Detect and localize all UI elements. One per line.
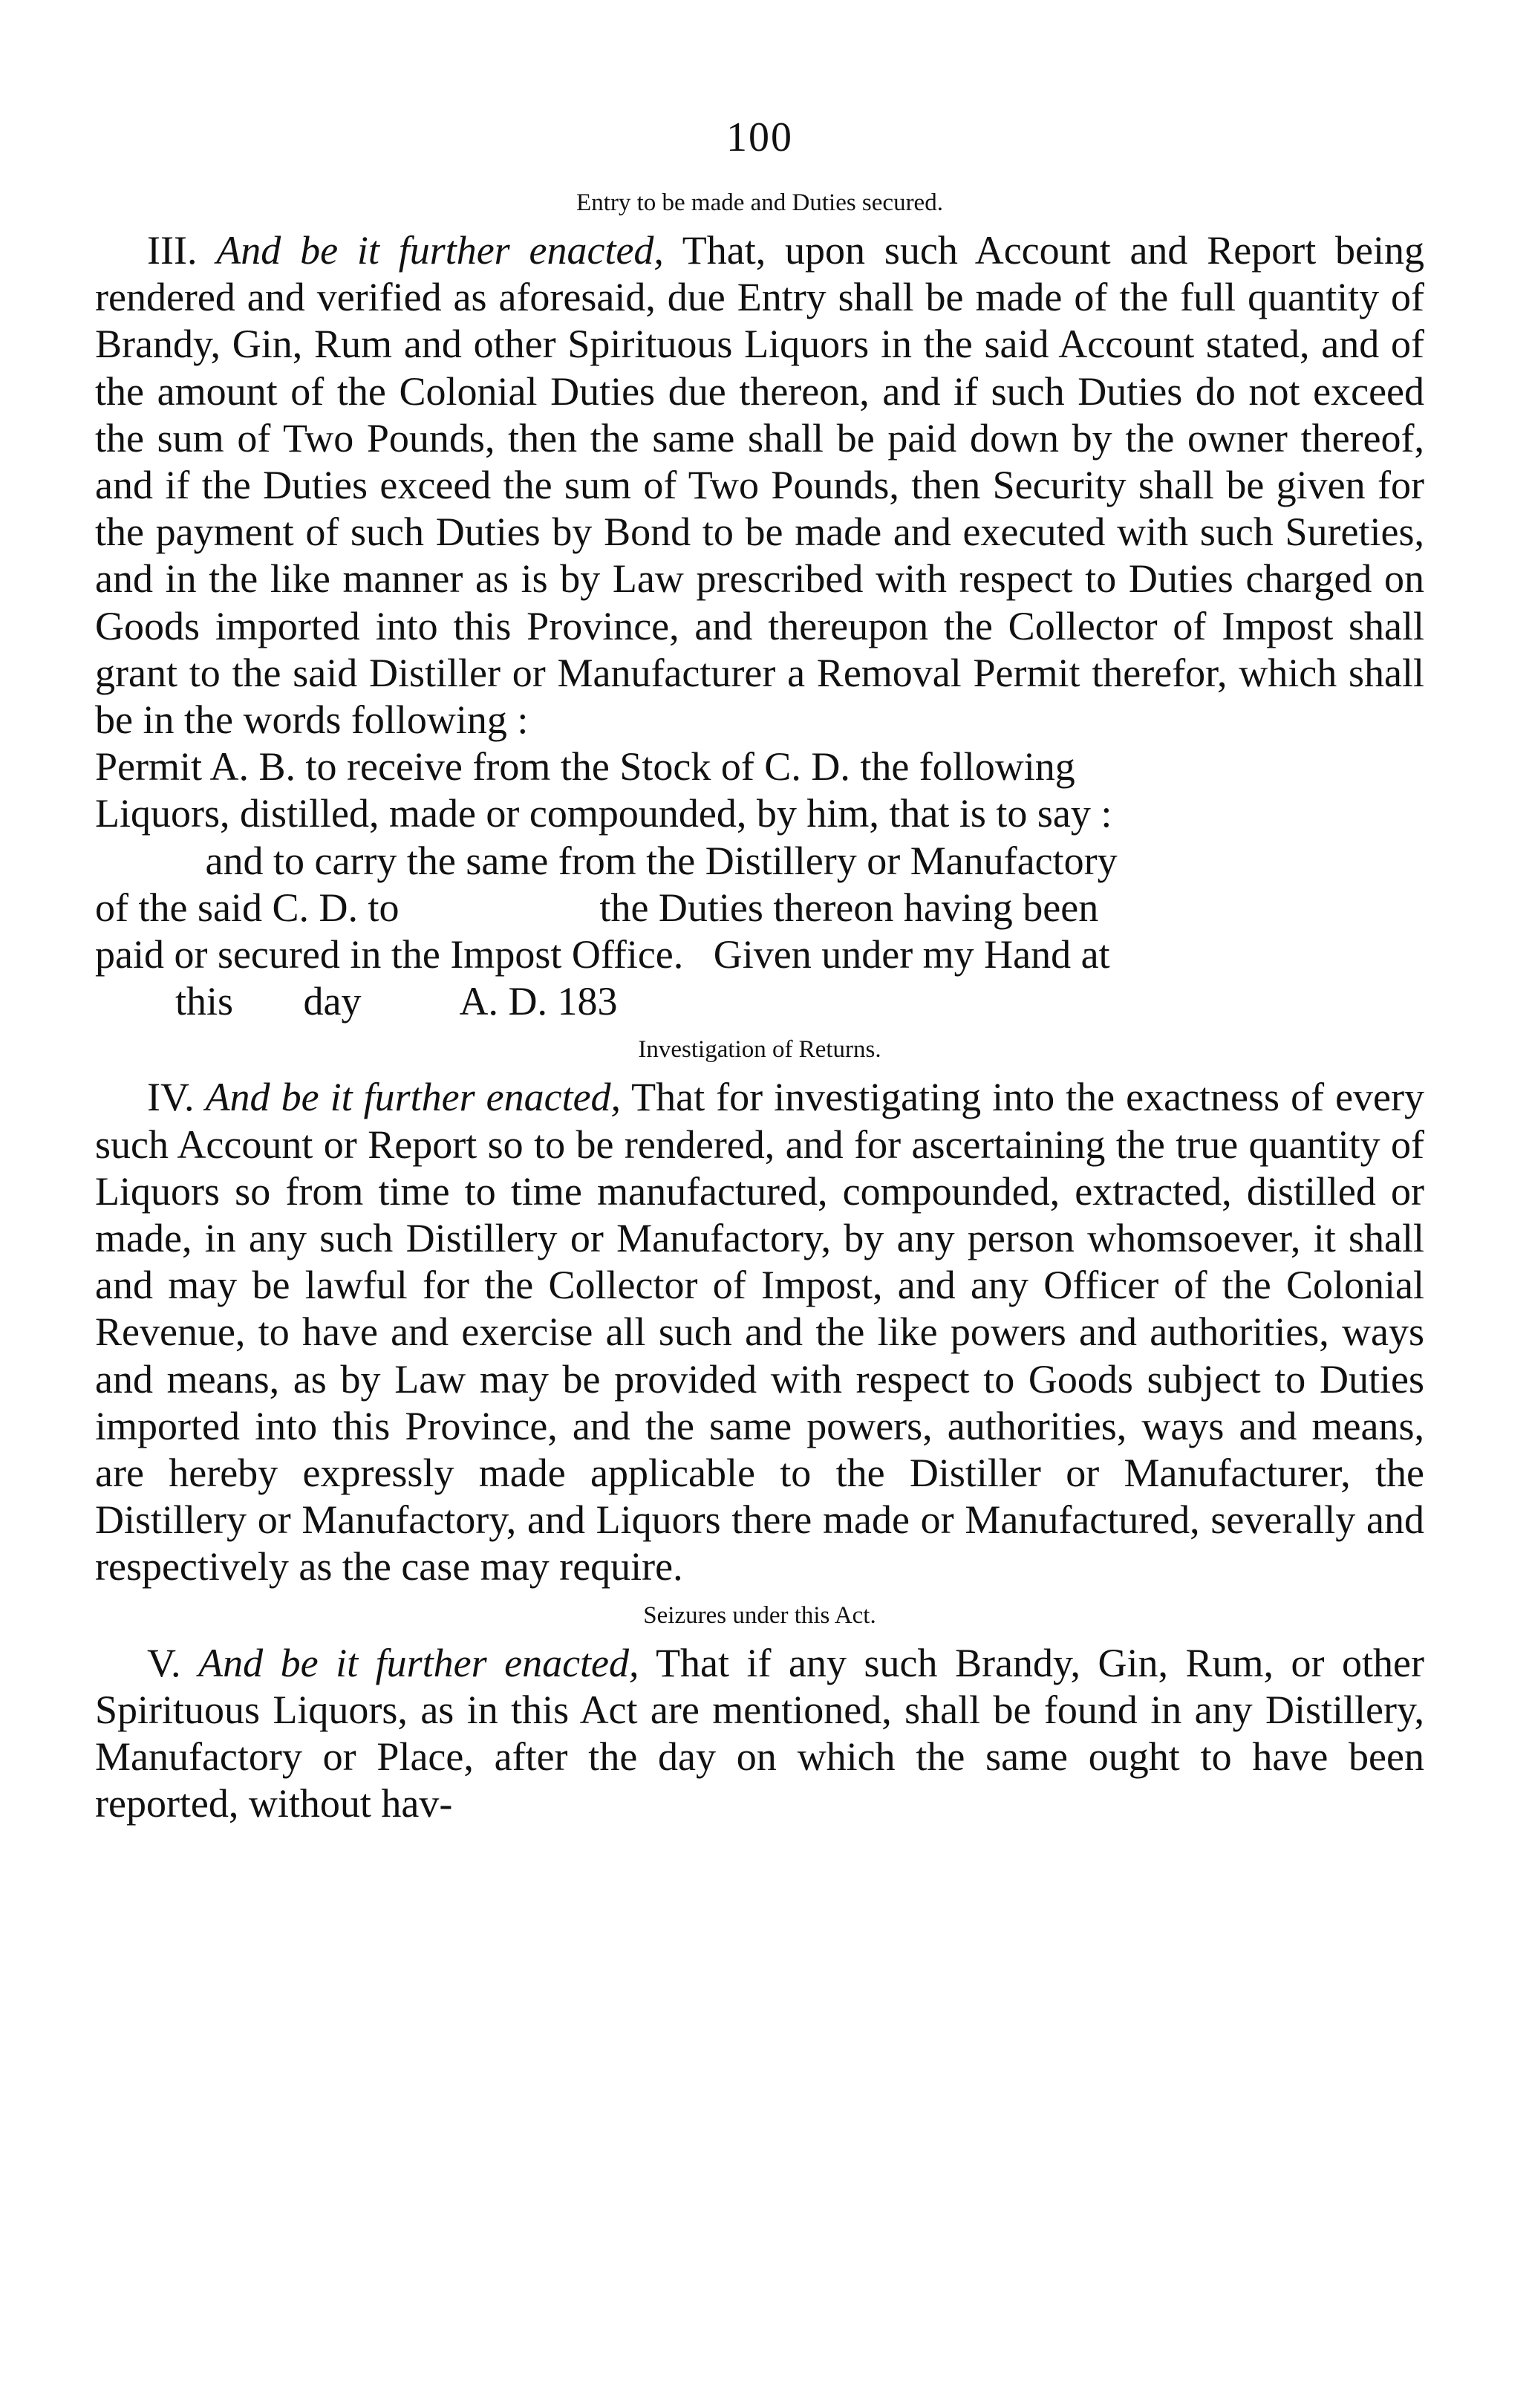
sidenote-investigation: Investigation of Returns. bbox=[638, 1036, 881, 1064]
permit-line: paid or secured in the Impost Office. Given under my Hand at bbox=[95, 932, 1110, 977]
enacting-phrase: And be it further enacted, bbox=[216, 228, 664, 273]
enacting-phrase: And be it further enacted, bbox=[205, 1075, 622, 1120]
section-body: That for investigating into the exactness of every such Account or Report so to be rendered, and for ascertaining the true quantity of Liquors so from time to time manufactured, compounded, extracted, distilled or made, in any such Distillery or Manufactory, by any person whomsoever, it shall and may be lawful for the Collector of Impost, and any Officer of the Colonial Revenue, to have and exercise all such and the like powers and authorities, ways and means, as by Law may be provided with respect to Goods subject to Duties imported into this Province, and the same powers, authorities, ways and means, are hereby expressly made applicable to the Distiller or Manufacturer, the Distillery or Manufactory, and Liquors there made or Manufactured, severally and respectively as the case may require. bbox=[95, 1075, 1425, 1589]
permit-form bbox=[95, 743, 1424, 1025]
section-body: That if any such Brandy, Gin, Rum, or other Spirituous Liquors, as in this Act are mentioned, shall be found in any Distillery, Manufactory or Place, after the day on which the same ought to have been reported, without hav- bbox=[95, 1640, 1425, 1826]
enacting-phrase: And be it further enacted, bbox=[198, 1640, 639, 1685]
permit-line: Liquors, distilled, made or compounded, by him, that is to say : bbox=[95, 791, 1112, 836]
section-number: V. bbox=[147, 1640, 181, 1685]
section-iv-paragraph bbox=[95, 1074, 1424, 1590]
sidenote-entry: Entry to be made and Duties secured. bbox=[576, 189, 943, 216]
section-iii-paragraph bbox=[95, 227, 1424, 743]
permit-line: of the said C. D. to the Duties thereon having been bbox=[95, 885, 1099, 930]
section-number: III. bbox=[147, 228, 198, 273]
document-page bbox=[95, 111, 1424, 1828]
permit-line: Permit A. B. to receive from the Stock of C. D. the following bbox=[95, 744, 1075, 790]
section-body: That, upon such Account and Report being rendered and verified as aforesaid, due Entry shall be made of the full quantity of Brandy, Gin, Rum and other Spirituous Liquors in the said Account stated, and of the amount of the Colonial Duties due thereon, and if such Duties do not exceed the sum of Two Pounds, then the same shall be paid down by the owner thereof, and if the Duties exceed the sum of Two Pounds, then Security shall be given for the payment of such Duties by Bond to be made and executed with such Sureties, and in the like manner as is by Law prescribed with respect to Duties charged on Goods imported into this Province, and thereupon the Collector of Impost shall grant to the said Distiller or Manufacturer a Removal Permit therefor, which shall be in the words following : bbox=[95, 228, 1424, 743]
page-number: 100 bbox=[726, 114, 793, 160]
sidenote-seizures: Seizures under this Act. bbox=[643, 1601, 876, 1629]
permit-line: this day A. D. 183 bbox=[95, 979, 618, 1024]
section-number: IV. bbox=[147, 1075, 195, 1120]
permit-line: and to carry the same from the Distillery or Manufactory bbox=[95, 838, 1118, 883]
section-v-paragraph bbox=[95, 1640, 1424, 1828]
